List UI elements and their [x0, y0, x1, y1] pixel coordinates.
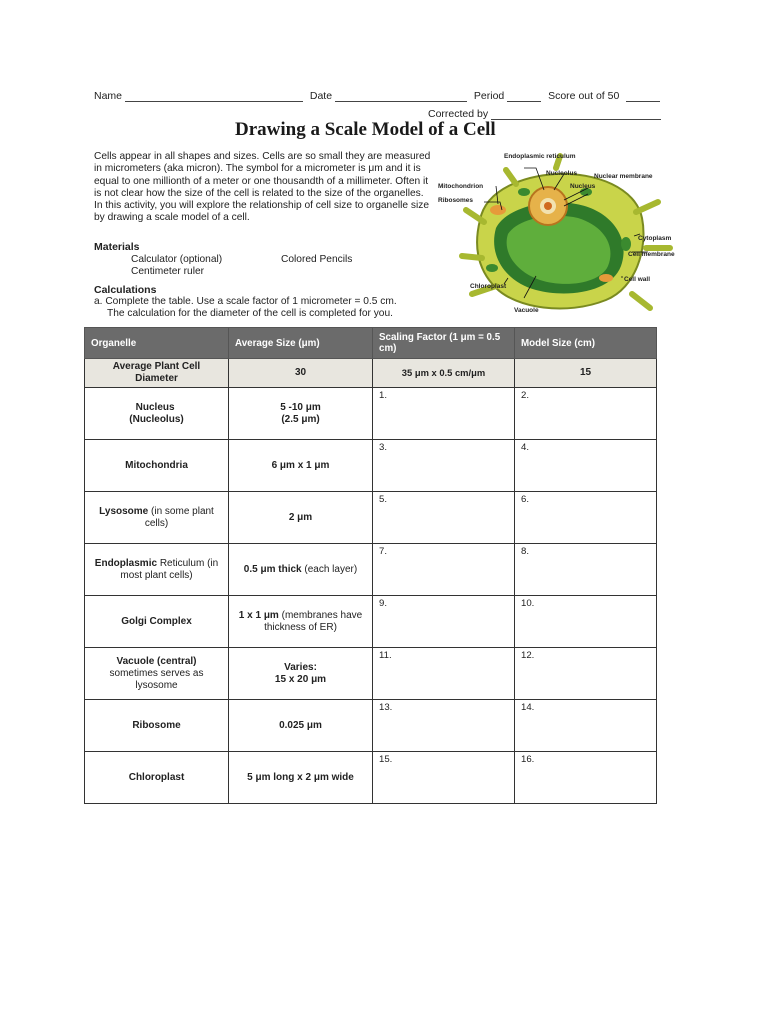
- model-size-answer-cell[interactable]: 12.: [515, 648, 657, 700]
- label-chloroplast: Chloroplast: [470, 283, 507, 290]
- header-organelle: Organelle: [85, 328, 229, 359]
- organelle-cell: [85, 544, 229, 596]
- organelle-name: Ribosome: [132, 719, 181, 731]
- material-pencils: Colored Pencils: [281, 254, 353, 265]
- organelle-cell: [85, 752, 229, 804]
- material-ruler: Centimeter ruler: [131, 266, 205, 277]
- table-row-given: [85, 359, 657, 388]
- scaling-answer-cell[interactable]: 15.: [373, 752, 515, 804]
- material-calculator: Calculator (optional): [131, 254, 223, 265]
- model-size-answer-cell[interactable]: 2.: [515, 388, 657, 440]
- label-cell-membrane: Cell membrane: [628, 251, 675, 258]
- organelle-cell: [85, 492, 229, 544]
- organelle-note: (Nucleolus): [129, 413, 184, 425]
- given-organelle: Average Plant Cell Diameter: [85, 359, 229, 388]
- plant-cell-diagram: [436, 148, 690, 320]
- given-scaling: 35 μm x 0.5 cm/μm: [373, 359, 515, 388]
- corrected-label: Corrected by: [428, 108, 489, 120]
- score-label: Score out of 50: [548, 90, 620, 102]
- scaling-answer-cell[interactable]: 7.: [373, 544, 515, 596]
- scaling-answer-cell[interactable]: 13.: [373, 700, 515, 752]
- header-average-size: Average Size (μm): [229, 328, 373, 359]
- organelle-name: Golgi Complex: [121, 615, 192, 627]
- intro-paragraph: Cells appear in all shapes and sizes. Cells are so small they are measured in micrometers (aka micron). The symbol for a micrometer is μm and it is equal to one millionth of a meter or one thousandth of a millimeter. Often it is not clear how the size of the cell is related to the size of the organelles. In this activity, you will explore the relationship of cell size to organelle size by drawing a scale model of a cell.: [94, 151, 431, 224]
- label-mitochondrion: Mitochondrion: [438, 183, 484, 190]
- period-label: Period: [473, 90, 505, 102]
- name-label: Name: [94, 90, 123, 102]
- size-note: (membranes have thickness of ER): [264, 609, 363, 633]
- size-value: 0.5 μm thick: [243, 563, 302, 575]
- model-size-answer-cell[interactable]: 14.: [515, 700, 657, 752]
- label-cytoplasm: Cytoplasm: [638, 235, 672, 242]
- label-ribosomes: Ribosomes: [438, 197, 474, 204]
- organelle-cell: [85, 648, 229, 700]
- model-size-answer-cell[interactable]: 16.: [515, 752, 657, 804]
- organelle-note: Reticulum (in most plant cells): [120, 557, 219, 581]
- label-nucleus: Nucleus: [570, 183, 596, 190]
- organelle-name: Nucleus: [135, 401, 175, 413]
- organelle-name: Vacuole (central): [116, 655, 197, 667]
- model-size-answer-cell[interactable]: 10.: [515, 596, 657, 648]
- organelle-note: sometimes serves as lysosome: [109, 667, 204, 691]
- size-value: 6 μm x 1 μm: [271, 459, 330, 471]
- table-row: [85, 700, 657, 752]
- corrected-field[interactable]: [491, 109, 661, 120]
- organelle-name: Endoplasmic: [94, 557, 158, 569]
- scaling-answer-cell[interactable]: 11.: [373, 648, 515, 700]
- calculations-line-2: The calculation for the diameter of the cell is completed for you.: [107, 308, 393, 319]
- organelle-name: Chloroplast: [128, 771, 185, 783]
- size-value: 1 x 1 μm: [238, 609, 279, 621]
- label-nuclear-membrane: Nuclear membrane: [594, 173, 653, 180]
- model-size-answer-cell[interactable]: 6.: [515, 492, 657, 544]
- scaling-answer-cell[interactable]: 5.: [373, 492, 515, 544]
- calculations-heading: Calculations: [94, 284, 157, 296]
- scaling-answer-cell[interactable]: 9.: [373, 596, 515, 648]
- table-row: [85, 388, 657, 440]
- score-field[interactable]: [626, 91, 660, 102]
- organelle-name: Mitochondria: [125, 459, 188, 471]
- header-model-size: Model Size (cm): [515, 328, 657, 359]
- organelle-name: Lysosome: [99, 505, 149, 517]
- size-value: Varies:: [284, 661, 317, 673]
- label-vacuole: Vacuole: [514, 307, 539, 314]
- table-row: [85, 596, 657, 648]
- date-field[interactable]: [335, 91, 467, 102]
- header-scaling-factor: Scaling Factor (1 μm = 0.5 cm): [373, 328, 515, 359]
- table-header-row: [85, 328, 657, 359]
- table-row: [85, 440, 657, 492]
- page-title: Drawing a Scale Model of a Cell: [235, 119, 496, 140]
- scaling-answer-cell[interactable]: 3.: [373, 440, 515, 492]
- scaling-answer-cell[interactable]: 1.: [373, 388, 515, 440]
- size-note: (each layer): [304, 563, 358, 575]
- average-size-cell: [229, 544, 373, 596]
- given-model: 15: [515, 359, 657, 388]
- average-size-cell: [229, 700, 373, 752]
- label-cell-wall: Cell wall: [624, 276, 651, 283]
- average-size-cell: [229, 440, 373, 492]
- average-size-cell: [229, 388, 373, 440]
- date-label: Date: [309, 90, 333, 102]
- name-field[interactable]: [125, 91, 303, 102]
- given-size: 30: [229, 359, 373, 388]
- average-size-cell: [229, 492, 373, 544]
- model-size-answer-cell[interactable]: 8.: [515, 544, 657, 596]
- average-size-cell: [229, 752, 373, 804]
- size-value: 5 -10 μm: [280, 401, 321, 413]
- organelle-cell: [85, 700, 229, 752]
- calculations-line-1: a. Complete the table. Use a scale factor of 1 micrometer = 0.5 cm.: [94, 296, 397, 307]
- model-size-answer-cell[interactable]: 4.: [515, 440, 657, 492]
- organelle-cell: [85, 440, 229, 492]
- table-row: [85, 752, 657, 804]
- average-size-cell: [229, 596, 373, 648]
- size-value: 5 μm long x 2 μm wide: [247, 771, 354, 783]
- organelle-cell: [85, 596, 229, 648]
- size-value: 0.025 μm: [279, 719, 322, 731]
- period-field[interactable]: [507, 91, 541, 102]
- table-row: [85, 648, 657, 700]
- organelle-note: (in some plant cells): [144, 505, 214, 529]
- table-row: [85, 492, 657, 544]
- size-note: 15 x 20 μm: [274, 673, 327, 685]
- organelle-table: [84, 327, 657, 804]
- size-value: 2 μm: [288, 511, 313, 523]
- average-size-cell: [229, 648, 373, 700]
- materials-heading: Materials: [94, 241, 140, 253]
- organelle-cell: [85, 388, 229, 440]
- table-row: [85, 544, 657, 596]
- header-row: [94, 90, 660, 102]
- label-nucleolus: Nucleolus: [546, 170, 578, 177]
- label-endoplasmic-reticulum: Endoplasmic reticulum: [504, 153, 576, 160]
- size-note: (2.5 μm): [281, 413, 320, 425]
